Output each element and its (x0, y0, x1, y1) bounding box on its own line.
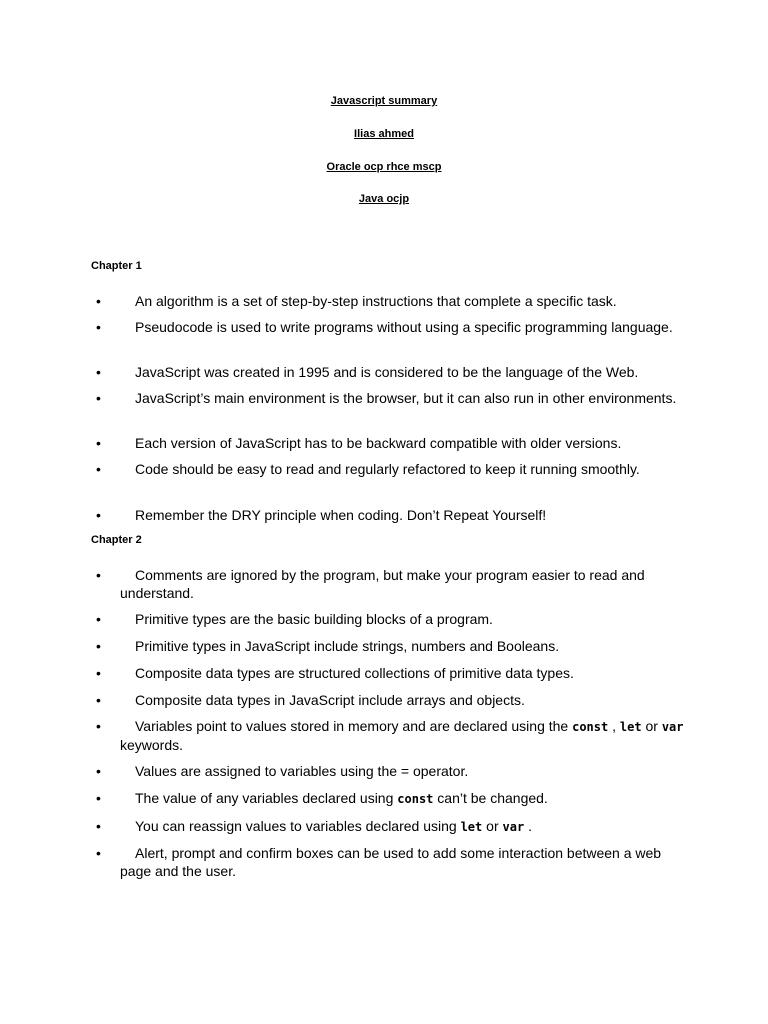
bullet: • (96, 763, 101, 779)
chapter-2-heading: Chapter 2 (91, 534, 142, 546)
list-item-text: Variables point to values stored in memory and are declared using the const , let or var keywords. (120, 718, 684, 753)
list-item-text: Values are assigned to variables using the = operator. (135, 763, 469, 779)
list-item-text: An algorithm is a set of step-by-step instructions that complete a specific task. (135, 293, 617, 309)
list-item-text: Remember the DRY principle when coding. Don’t Repeat Yourself! (135, 507, 547, 523)
list-item-text: Composite data types are structured collections of primitive data types. (135, 665, 574, 681)
list-item-text: You can reassign values to variables declared using let or var . (135, 818, 532, 834)
author-name: Ilias ahmed (354, 128, 414, 140)
bullet: • (96, 461, 101, 477)
code-keyword: let (460, 820, 483, 834)
list-item-text: Code should be easy to read and regularly refactored to keep it running smoothly. (135, 461, 640, 477)
bullet: • (96, 611, 101, 627)
list-item-text: The value of any variables declared using const can’t be changed. (135, 790, 548, 806)
list-item (96, 363, 696, 381)
list-item (96, 318, 696, 336)
bullet: • (96, 507, 101, 523)
list-item-text: Primitive types in JavaScript include strings, numbers and Booleans. (135, 638, 560, 654)
list-item-text: JavaScript’s main environment is the browser, but it can also run in other environments. (135, 390, 677, 406)
list-item (96, 610, 696, 628)
list-item (96, 789, 696, 808)
list-item-text: Composite data types in JavaScript include arrays and objects. (135, 692, 525, 708)
bullet: • (96, 567, 101, 583)
list-item (96, 434, 696, 452)
list-item (96, 691, 696, 709)
list-item (96, 389, 696, 407)
document-title: Javascript summary (330, 95, 438, 107)
bullet: • (96, 364, 101, 380)
bullet: • (96, 692, 101, 708)
list-item-text: Comments are ignored by the program, but make your program easier to read and understand. (120, 567, 645, 601)
list-item (96, 637, 696, 655)
bullet: • (96, 293, 101, 309)
code-keyword: let (619, 720, 642, 734)
list-item-text: Pseudocode is used to write programs without using a specific programming language. (135, 319, 673, 335)
bullet: • (96, 790, 101, 806)
bullet: • (96, 665, 101, 681)
bullet: • (96, 818, 101, 834)
code-keyword: var (502, 820, 525, 834)
author-credentials: Oracle ocp rhce mscp (326, 161, 442, 173)
list-item (96, 817, 696, 836)
bullet: • (96, 435, 101, 451)
list-item-text: Primitive types are the basic building blocks of a program. (135, 611, 493, 627)
bullet: • (96, 319, 101, 335)
list-item (96, 460, 696, 478)
list-item-text: Each version of JavaScript has to be backward compatible with older versions. (135, 435, 622, 451)
list-item (96, 566, 696, 602)
chapter-1-heading: Chapter 1 (91, 260, 142, 272)
list-item (96, 664, 696, 682)
bullet: • (96, 390, 101, 406)
list-item-text: Alert, prompt and confirm boxes can be used to add some interaction between a web page and the user. (120, 845, 662, 879)
list-item (96, 717, 696, 754)
bullet: • (96, 638, 101, 654)
bullet: • (96, 718, 101, 734)
code-keyword: const (572, 720, 609, 734)
author-credentials-secondary: Java ocjp (358, 193, 410, 205)
list-item (96, 844, 696, 880)
code-keyword: const (397, 792, 434, 806)
list-item-text: JavaScript was created in 1995 and is considered to be the language of the Web. (135, 364, 639, 380)
list-item (96, 292, 696, 310)
code-keyword: var (661, 720, 684, 734)
bullet: • (96, 845, 101, 861)
list-item (96, 506, 696, 524)
list-item (96, 762, 696, 780)
